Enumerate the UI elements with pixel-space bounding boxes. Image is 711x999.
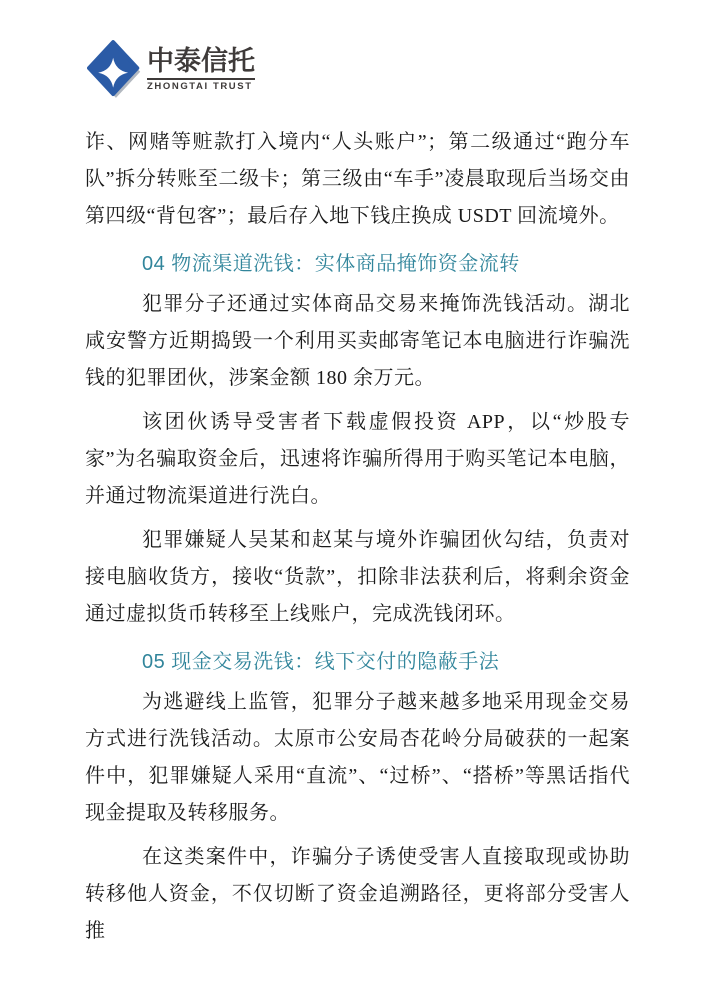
logo-brand-cn: 中泰信托 (147, 46, 255, 76)
section-heading: 05 现金交易洗钱：线下交付的隐蔽手法 (142, 651, 500, 673)
logo (87, 38, 255, 100)
section-heading: 04 物流渠道洗钱：实体商品掩饰资金流转 (142, 253, 520, 275)
logo-brand-en: ZHONGTAI TRUST (147, 81, 253, 92)
paragraph: 为逃避线上监管，犯罪分子越来越多地采用现金交易方式进行洗钱活动。太原市公安局杏花岭分局破获的一起案件中，犯罪嫌疑人采用“直流”、“过桥”、“搭桥”等黑话指代现金提取及转移服务。 (85, 691, 630, 824)
paragraph: 在这类案件中，诈骗分子诱使受害人直接取现或协助转移他人资金，不仅切断了资金追溯路径，更将部分受害人推 (85, 846, 630, 942)
paragraph: 该团伙诱导受害者下载虚假投资 APP，以“炒股专家”为名骗取资金后，迅速将诈骗所得用于购买笔记本电脑，并通过物流渠道进行洗白。 (85, 411, 630, 507)
document-body (85, 124, 630, 957)
logo-diamond-star-icon (87, 38, 143, 100)
paragraph: 诈、网赌等赃款打入境内“人头账户”；第二级通过“跑分车队”拆分转账至二级卡；第三级由“车手”凌晨取现后当场交由第四级“背包客”；最后存入地下钱庄换成 USDT 回流境外。 (85, 131, 630, 227)
paragraph: 犯罪嫌疑人吴某和赵某与境外诈骗团伙勾结，负责对接电脑收货方，接收“货款”，扣除非法获利后，将剩余资金通过虚拟货币转移至上线账户，完成洗钱闭环。 (85, 529, 630, 625)
logo-text (147, 46, 255, 92)
logo-divider (147, 78, 255, 80)
paragraph: 犯罪分子还通过实体商品交易来掩饰洗钱活动。湖北咸安警方近期捣毁一个利用买卖邮寄笔记本电脑进行诈骗洗钱的犯罪团伙，涉案金额 180 余万元。 (85, 293, 630, 389)
